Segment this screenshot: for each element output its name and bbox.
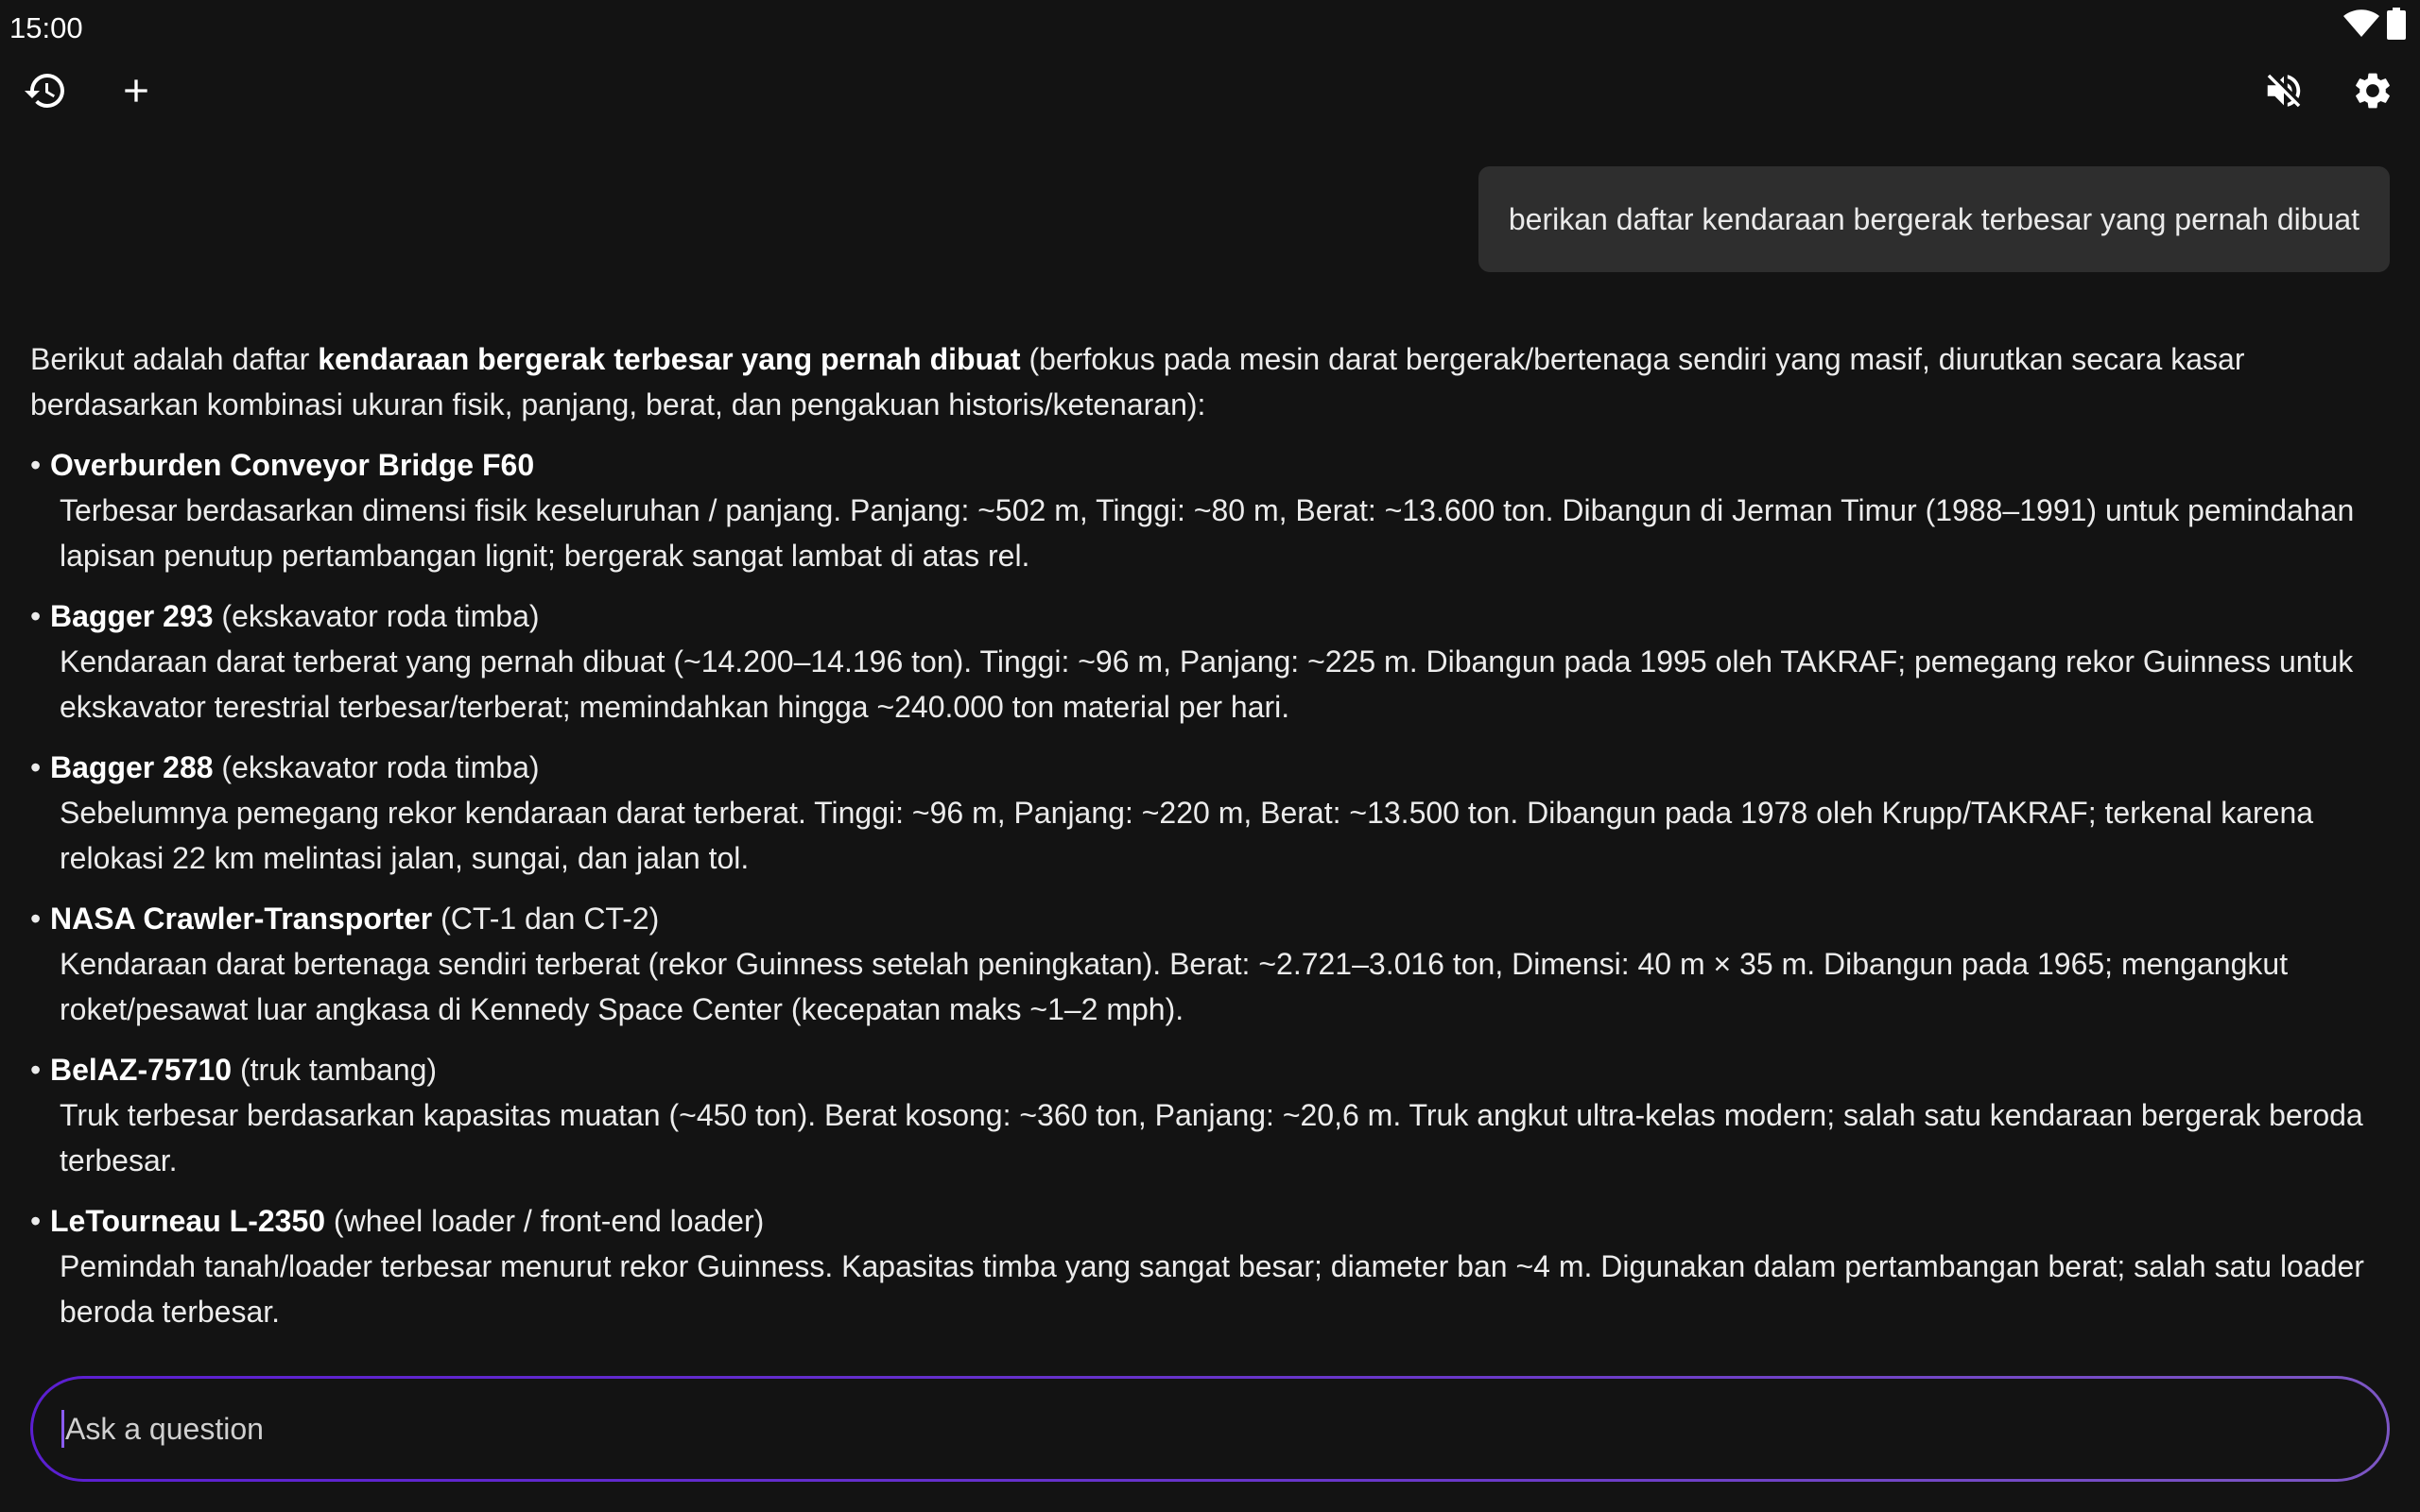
item-name: BelAZ-75710 <box>50 1053 233 1087</box>
list-item <box>30 1047 2384 1183</box>
item-description: Terbesar berdasarkan dimensi fisik keseluruhan / panjang. Panjang: ~502 m, Tinggi: ~80 m, Berat: ~13.600 ton. Dibangun di Jerman Timur (1988–1991) untuk pemindahan lapisan penutup pertambangan lignit; bergerak sangat lambat di atas rel. <box>60 493 2355 573</box>
battery-icon <box>2386 8 2407 44</box>
intro-text-rest: (berfokus pada mesin darat bergerak/bertenaga sendiri yang masif, diurutkan secara kasar berdasarkan kombinasi ukuran fisik, panjang, berat, dan pengakuan historis/ketenaran): <box>30 342 2245 421</box>
list-item <box>30 745 2384 881</box>
response-intro <box>30 336 2384 427</box>
wifi-icon <box>2342 9 2380 43</box>
list-item <box>30 442 2384 578</box>
assistant-response <box>30 336 2384 1349</box>
settings-button[interactable] <box>2339 57 2407 125</box>
user-message-text: berikan daftar kendaraan bergerak terbesar yang pernah dibuat <box>1508 201 2360 236</box>
item-name: Bagger 288 <box>50 750 214 784</box>
top-toolbar <box>0 57 2420 125</box>
item-name: NASA Crawler-Transporter <box>50 902 433 936</box>
item-description: Truk terbesar berdasarkan kapasitas muatan (~450 ton). Berat kosong: ~360 ton, Panjang: ~20,6 m. Truk angkut ultra-kelas modern; salah satu kendaraan bergerak beroda terbesar. <box>60 1098 2363 1177</box>
item-description: Kendaraan darat bertenaga sendiri terberat (rekor Guinness setelah peningkatan). Berat: ~2.721–3.016 ton, Dimensi: 40 m × 35 m. Dibangun pada 1965; mengangkut roket/pesawat luar angkasa di Kennedy Space Center (kecepatan maks ~1–2 mph). <box>60 947 2289 1026</box>
history-button[interactable] <box>11 57 79 125</box>
item-name: LeTourneau L-2350 <box>50 1204 326 1238</box>
item-description: Sebelumnya pemegang rekor kendaraan darat terberat. Tinggi: ~96 m, Panjang: ~220 m, Berat: ~13.500 ton. Dibangun pada 1978 oleh Krupp/TAKRAF; terkenal karena relokasi 22 km melintasi jalan, sungai, dan jalan tol. <box>60 796 2314 875</box>
item-name: Overburden Conveyor Bridge F60 <box>50 448 535 482</box>
list-item <box>30 896 2384 1032</box>
mute-button[interactable] <box>2250 57 2318 125</box>
bullet: • <box>30 1053 42 1087</box>
bullet: • <box>30 599 42 633</box>
intro-text: Berikut adalah daftar <box>30 342 319 376</box>
list-item <box>30 593 2384 730</box>
bullet: • <box>30 448 42 482</box>
add-icon <box>117 72 155 110</box>
status-bar <box>0 0 2420 53</box>
item-type: (ekskavator roda timba) <box>213 599 540 633</box>
question-input-bar <box>30 1376 2390 1482</box>
history-icon <box>23 68 68 113</box>
bullet: • <box>30 902 42 936</box>
list-item <box>30 1198 2384 1334</box>
status-icons <box>2342 8 2407 44</box>
question-input[interactable] <box>65 1412 2334 1447</box>
bullet: • <box>30 1204 42 1238</box>
text-caret <box>61 1410 64 1448</box>
vehicle-list <box>30 442 2384 1334</box>
volume-off-icon <box>2262 69 2306 112</box>
new-chat-button[interactable] <box>102 57 170 125</box>
item-name: Bagger 293 <box>50 599 214 633</box>
item-type: (wheel loader / front-end loader) <box>325 1204 765 1238</box>
item-type: (CT-1 dan CT-2) <box>432 902 660 936</box>
item-description: Pemindah tanah/loader terbesar menurut rekor Guinness. Kapasitas timba yang sangat besar; diameter ban ~4 m. Digunakan dalam pertambangan berat; salah satu loader beroda terbesar. <box>60 1249 2364 1329</box>
settings-icon <box>2351 69 2394 112</box>
intro-emphasis: kendaraan bergerak terbesar yang pernah dibuat <box>318 342 1021 376</box>
bullet: • <box>30 750 42 784</box>
item-type: (ekskavator roda timba) <box>213 750 540 784</box>
question-input-container[interactable] <box>33 1379 2387 1479</box>
item-type: (truk tambang) <box>232 1053 438 1087</box>
user-message-bubble <box>1478 166 2390 272</box>
item-description: Kendaraan darat terberat yang pernah dibuat (~14.200–14.196 ton). Tinggi: ~96 m, Panjang: ~225 m. Dibangun pada 1995 oleh TAKRAF; pemegang rekor Guinness untuk ekskavator terestrial terbesar/terberat; memindahkan hingga ~240.000 ton material per hari. <box>60 644 2354 724</box>
status-time: 15:00 <box>9 11 83 44</box>
